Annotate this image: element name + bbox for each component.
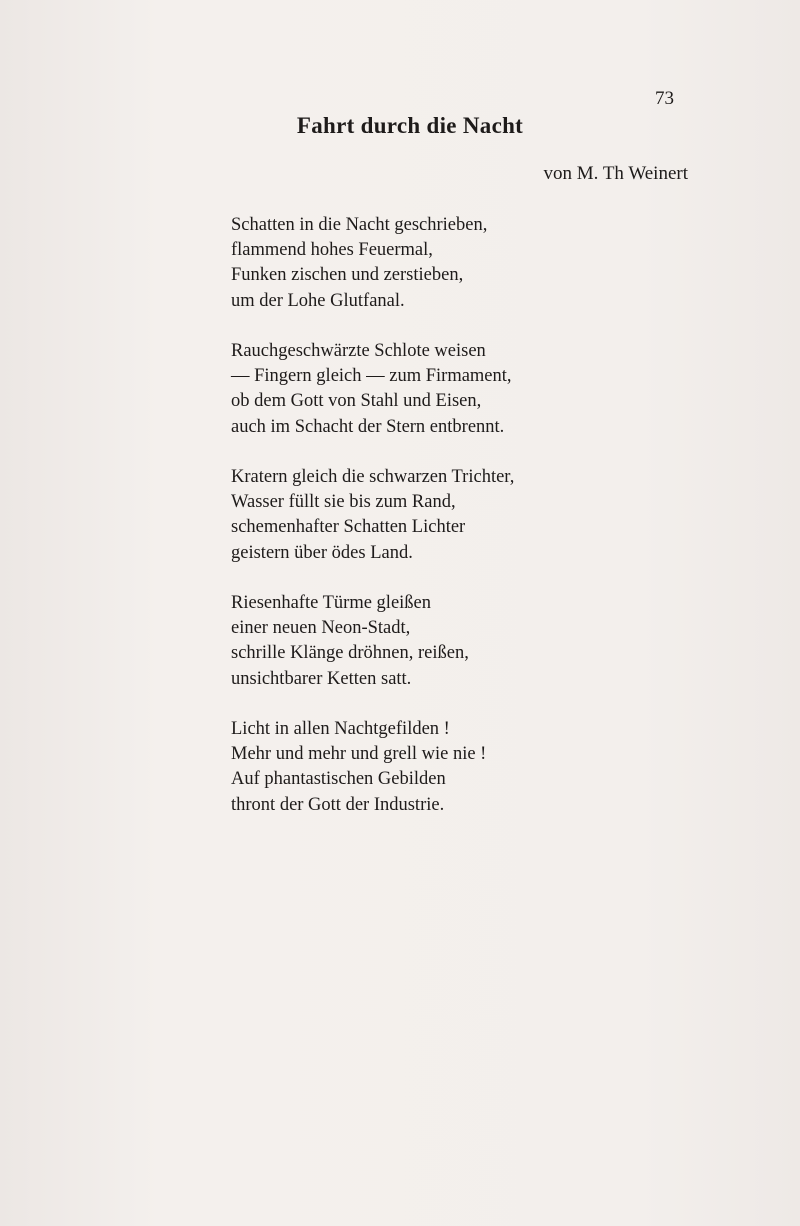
verse-line: Mehr und mehr und grell wie nie ! xyxy=(231,744,487,765)
verse-line: flammend hohes Feuermal, xyxy=(231,240,433,261)
poem-body xyxy=(231,213,514,843)
verse-line: Rauchgeschwärzte Schlote weisen xyxy=(231,341,486,361)
poem-title: Fahrt durch die Nacht xyxy=(296,113,524,138)
verse-line: schemenhafter Schatten Lichter xyxy=(231,517,466,538)
stanza-4 xyxy=(231,591,514,692)
verse-line: unsichtbarer Ketten satt. xyxy=(231,668,412,689)
verse-line: einer neuen Neon-Stadt, xyxy=(231,618,411,639)
verse-line: Wasser füllt sie bis zum Rand, xyxy=(231,492,456,513)
verse-line: Auf phantastischen Gebilden xyxy=(231,769,446,790)
verse-line: Schatten in die Nacht geschrieben, xyxy=(231,215,488,235)
verse-line: schrille Klänge dröhnen, reißen, xyxy=(231,643,469,664)
stanza-1 xyxy=(231,213,514,314)
verse-line: — Fingern gleich — zum Firmament, xyxy=(231,366,512,387)
stanza-3 xyxy=(231,465,514,566)
verse-line: um der Lohe Glutfanal. xyxy=(231,290,405,311)
verse-line: auch im Schacht der Stern entbrennt. xyxy=(231,416,505,437)
verse-line: ob dem Gott von Stahl und Eisen, xyxy=(231,391,482,412)
verse-line: geistern über ödes Land. xyxy=(231,542,413,563)
stanza-5 xyxy=(231,717,514,818)
page-number: 73 xyxy=(655,88,674,109)
verse-line: thront der Gott der Industrie. xyxy=(231,794,445,815)
poem-author: von M. Th Weinert xyxy=(543,163,688,184)
verse-line: Kratern gleich die schwarzen Trichter, xyxy=(231,467,515,487)
verse-line: Funken zischen und zerstieben, xyxy=(231,265,464,286)
verse-line: Riesenhafte Türme gleißen xyxy=(231,593,432,613)
stanza-2 xyxy=(231,339,514,440)
verse-line: Licht in allen Nachtgefilden ! xyxy=(231,719,450,739)
